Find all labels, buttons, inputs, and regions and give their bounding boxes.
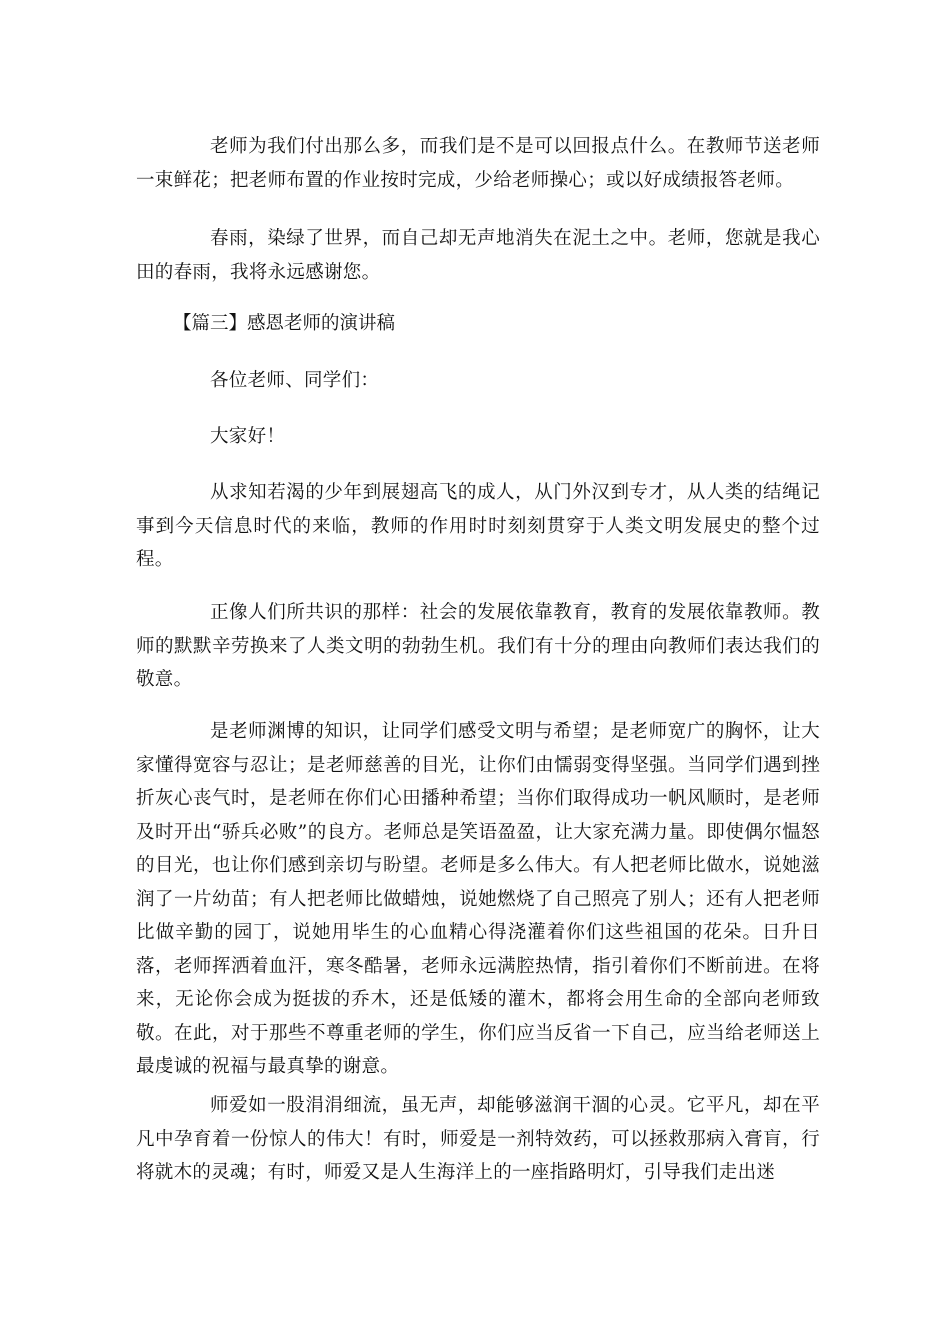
section-heading: 【篇三】感恩老师的演讲稿	[173, 313, 396, 334]
paragraph-teacher-love: 师爱如一股涓涓细流，虽无声，却能够滋润干涸的心灵。它平凡，却在平凡中孕育着一份惊人的伟大！有时，师爱是一剂特效药，可以拯救那病入膏肓，行将就木的灵魂；有时，师爱又是人生海洋上的一座指路明灯，引导我们走出迷	[136, 1095, 820, 1183]
paragraph-teacher-greatness: 是老师渊博的知识，让同学们感受文明与希望；是老师宽广的胸怀，让大家懂得宽容与忍让；是老师慈善的目光，让你们由懦弱变得坚强。当同学们遇到挫折灰心丧气时，是老师在你们心田播种希望；当你们取得成功一帆风顺时，是老师及时开出“骄兵必败”的良方。老师总是笑语盈盈，让大家充满力量。即使偶尔愠怒的目光，也让你们感到亲切与盼望。老师是多么伟大。有人把老师比做水，说她滋润了一片幼苗；有人把老师比做蜡烛，说她燃烧了自己照亮了别人；还有人把老师比做辛勤的园丁，说她用毕生的心血精心得浇灌着你们这些祖国的花朵。日升日落，老师挥洒着血汗，寒冬酷暑，老师永远满腔热情，指引着你们不断前进。在将来，无论你会成为挺拔的乔木，还是低矮的灌木，都将会用生命的全部向老师致敬。在此，对于那些不尊重老师的学生，你们应当反省一下自己，应当给老师送上最虔诚的祝福与最真挚的谢意。	[136, 721, 820, 1077]
paragraph-education-development: 正像人们所共识的那样：社会的发展依靠教育，教育的发展依靠教师。教师的默默辛劳换来了人类文明的勃勃生机。我们有十分的理由向教师们表达我们的敬意。	[136, 602, 820, 690]
paragraph-gift-to-teacher: 老师为我们付出那么多，而我们是不是可以回报点什么。在教师节送老师一束鲜花；把老师布置的作业按时完成，少给老师操心；或以好成绩报答老师。	[136, 136, 820, 191]
paragraph-teacher-role: 从求知若渴的少年到展翅高飞的成人，从门外汉到专才，从人类的结绳记事到今天信息时代的来临，教师的作用时时刻刻贯穿于人类文明发展史的整个过程。	[136, 482, 820, 570]
salutation: 各位老师、同学们：	[210, 370, 380, 391]
paragraph-spring-rain: 春雨，染绿了世界，而自己却无声地消失在泥土之中。老师，您就是我心田的春雨，我将永远感谢您。	[136, 228, 820, 283]
greeting: 大家好！	[210, 426, 286, 447]
